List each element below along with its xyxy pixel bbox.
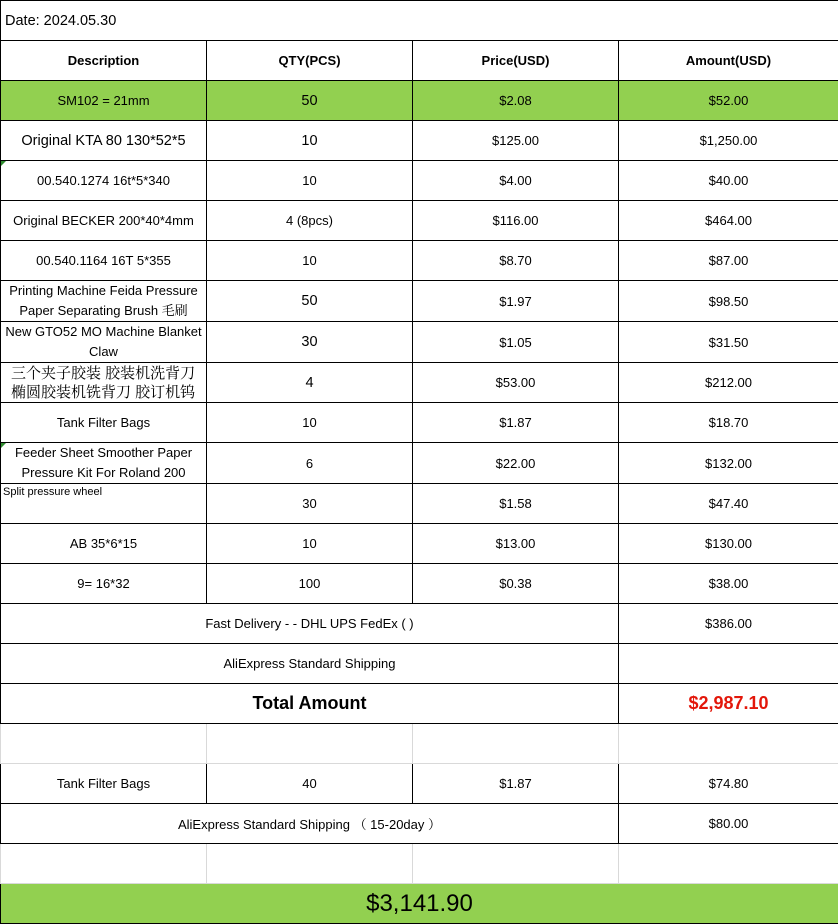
empty-cell — [207, 724, 413, 764]
empty-cell — [413, 844, 619, 884]
row-qty: 10 — [207, 524, 413, 564]
row-amount: $130.00 — [619, 524, 838, 564]
header-qty: QTY(PCS) — [207, 41, 413, 81]
table-row — [1, 121, 838, 161]
table-row — [1, 564, 838, 604]
table-row — [1, 241, 838, 281]
shipping-amount — [619, 644, 838, 684]
extra-shipping-label: AliExpress Standard Shipping （ 15-20day ） — [1, 804, 619, 844]
table-row — [1, 403, 838, 443]
row-amount: $52.00 — [619, 81, 838, 121]
row-amount: $38.00 — [619, 564, 838, 604]
table-row — [1, 484, 838, 524]
row-description: Split pressure wheel — [1, 484, 207, 524]
table-row — [1, 161, 838, 201]
row-description: 9= 16*32 — [1, 564, 207, 604]
row-amount: $98.50 — [619, 281, 838, 322]
spacer-row — [1, 844, 838, 884]
spacer-row — [1, 724, 838, 764]
table-row — [1, 322, 838, 363]
row-qty: 50 — [207, 281, 413, 322]
row-price: $116.00 — [413, 201, 619, 241]
row-qty: 100 — [207, 564, 413, 604]
row-qty: 10 — [207, 161, 413, 201]
total-label: Total Amount — [1, 684, 619, 724]
total-row — [1, 684, 838, 724]
row-description: Tank Filter Bags — [1, 403, 207, 443]
table-row — [1, 201, 838, 241]
row-description: Original KTA 80 130*52*5 — [1, 121, 207, 161]
total-amount: $2,987.10 — [619, 684, 838, 724]
row-qty: 10 — [207, 241, 413, 281]
row-price: $53.00 — [413, 363, 619, 403]
header-amount: Amount(USD) — [619, 41, 838, 81]
row-qty: 10 — [207, 403, 413, 443]
row-amount: $31.50 — [619, 322, 838, 363]
row-price: $13.00 — [413, 524, 619, 564]
shipping-label: AliExpress Standard Shipping — [1, 644, 619, 684]
empty-cell — [619, 724, 838, 764]
empty-cell — [1, 724, 207, 764]
row-price: $0.38 — [413, 564, 619, 604]
empty-cell — [207, 844, 413, 884]
row-price: $8.70 — [413, 241, 619, 281]
row-description: New GTO52 MO Machine Blanket Claw — [1, 322, 207, 363]
row-qty: 30 — [207, 322, 413, 363]
row-amount: $464.00 — [619, 201, 838, 241]
table-row — [1, 443, 838, 484]
row-amount: $1,250.00 — [619, 121, 838, 161]
date-cell: Date: 2024.05.30 — [1, 1, 838, 41]
table-row — [1, 524, 838, 564]
comment-marker — [1, 443, 6, 448]
extra-shipping-amount: $80.00 — [619, 804, 838, 844]
grand-total: $3,141.90 — [1, 884, 838, 924]
empty-cell — [1, 844, 207, 884]
row-description: Original BECKER 200*40*4mm — [1, 201, 207, 241]
row-amount: $40.00 — [619, 161, 838, 201]
row-qty: 10 — [207, 121, 413, 161]
row-description: Printing Machine Feida Pressure Paper Separating Brush 毛刷 — [1, 281, 207, 322]
fast-delivery-amount: $386.00 — [619, 604, 838, 644]
row-description — [1, 443, 207, 484]
row-price: $1.97 — [413, 281, 619, 322]
fast-delivery-row — [1, 604, 838, 644]
grand-total-row — [1, 884, 838, 924]
row-amount: $87.00 — [619, 241, 838, 281]
row-description: 三个夹子胶装 胶装机洗背刀 椭圆胶装机铣背刀 胶订机钨 — [1, 363, 207, 403]
row-amount: $18.70 — [619, 403, 838, 443]
row-price: $2.08 — [413, 81, 619, 121]
row-price: $1.87 — [413, 764, 619, 804]
comment-marker — [1, 161, 6, 166]
row-price: $1.05 — [413, 322, 619, 363]
row-description: SM102 = 21mm — [1, 81, 207, 121]
fast-delivery-label: Fast Delivery - - DHL UPS FedEx ( ) — [1, 604, 619, 644]
row-qty: 4 — [207, 363, 413, 403]
empty-cell — [413, 724, 619, 764]
row-description: Tank Filter Bags — [1, 764, 207, 804]
header-row — [1, 41, 838, 81]
row-price: $22.00 — [413, 443, 619, 484]
table-row — [1, 764, 838, 804]
row-price: $1.58 — [413, 484, 619, 524]
table-row — [1, 363, 838, 403]
empty-cell — [619, 844, 838, 884]
row-qty: 6 — [207, 443, 413, 484]
row-amount: $74.80 — [619, 764, 838, 804]
row-price: $1.87 — [413, 403, 619, 443]
row-description-text: Feeder Sheet Smoother Paper Pressure Kit For Roland 200 — [15, 445, 192, 480]
header-description: Description — [1, 41, 207, 81]
table-row — [1, 281, 838, 322]
row-qty: 50 — [207, 81, 413, 121]
row-description: 00.540.1164 16T 5*355 — [1, 241, 207, 281]
shipping-row — [1, 644, 838, 684]
table-row — [1, 81, 838, 121]
row-amount: $47.40 — [619, 484, 838, 524]
header-price: Price(USD) — [413, 41, 619, 81]
row-description: AB 35*6*15 — [1, 524, 207, 564]
row-qty: 40 — [207, 764, 413, 804]
row-price: $4.00 — [413, 161, 619, 201]
row-amount: $132.00 — [619, 443, 838, 484]
row-amount: $212.00 — [619, 363, 838, 403]
row-qty: 4 (8pcs) — [207, 201, 413, 241]
extra-shipping-row — [1, 804, 838, 844]
row-qty: 30 — [207, 484, 413, 524]
row-description — [1, 161, 207, 201]
row-price: $125.00 — [413, 121, 619, 161]
row-description-text: 00.540.1274 16t*5*340 — [37, 173, 170, 188]
